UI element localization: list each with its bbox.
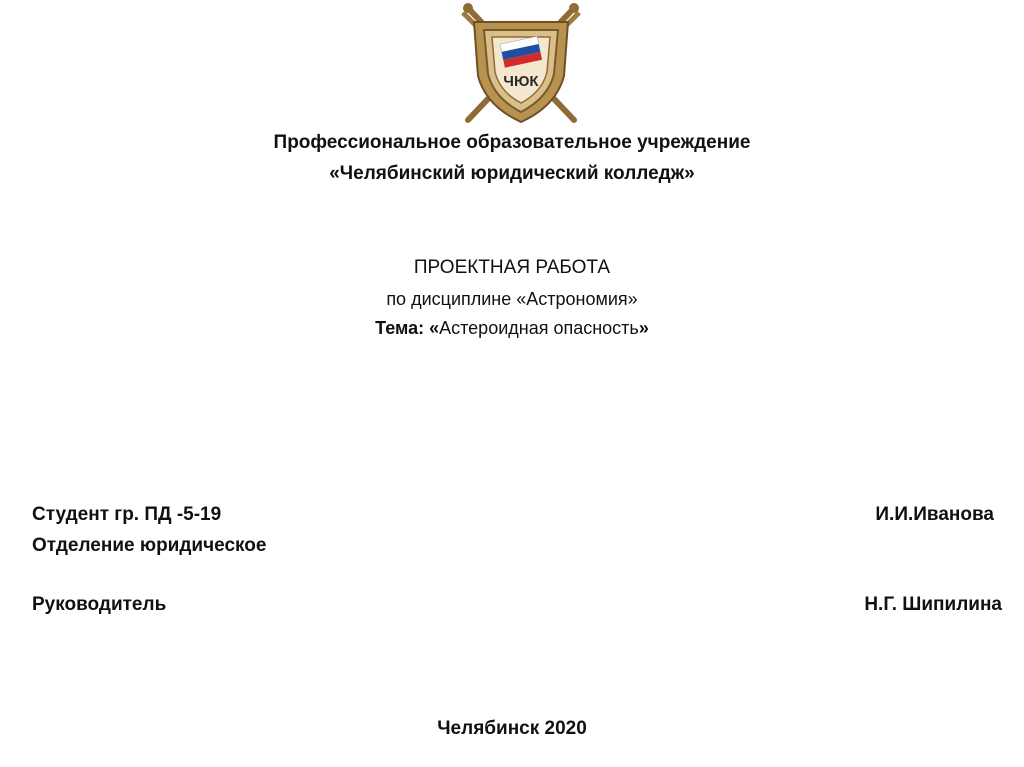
student-label: Студент гр. ПД -5-19 bbox=[32, 504, 222, 525]
emblem-text: ЧЮК bbox=[503, 73, 539, 90]
city-year: Челябинск 2020 bbox=[437, 718, 587, 739]
topic-close-quote: » bbox=[638, 318, 649, 338]
student-name: И.И.Иванова bbox=[875, 504, 994, 525]
supervisor-name: Н.Г. Шипилина bbox=[864, 594, 1002, 615]
topic-line bbox=[0, 318, 1024, 339]
institution-line-1: Профессиональное образовательное учреждение bbox=[273, 132, 751, 153]
topic-value: Астероидная опасность bbox=[439, 318, 639, 338]
college-emblem-logo bbox=[456, 2, 586, 128]
topic-label: Тема: « bbox=[375, 318, 440, 338]
department-line: Отделение юридическое bbox=[32, 535, 267, 556]
work-type: ПРОЕКТНАЯ РАБОТА bbox=[413, 257, 611, 278]
institution-line-2: «Челябинский юридический колледж» bbox=[329, 163, 695, 184]
supervisor-label: Руководитель bbox=[32, 594, 167, 615]
discipline-line: по дисциплине «Астрономия» bbox=[386, 289, 638, 309]
